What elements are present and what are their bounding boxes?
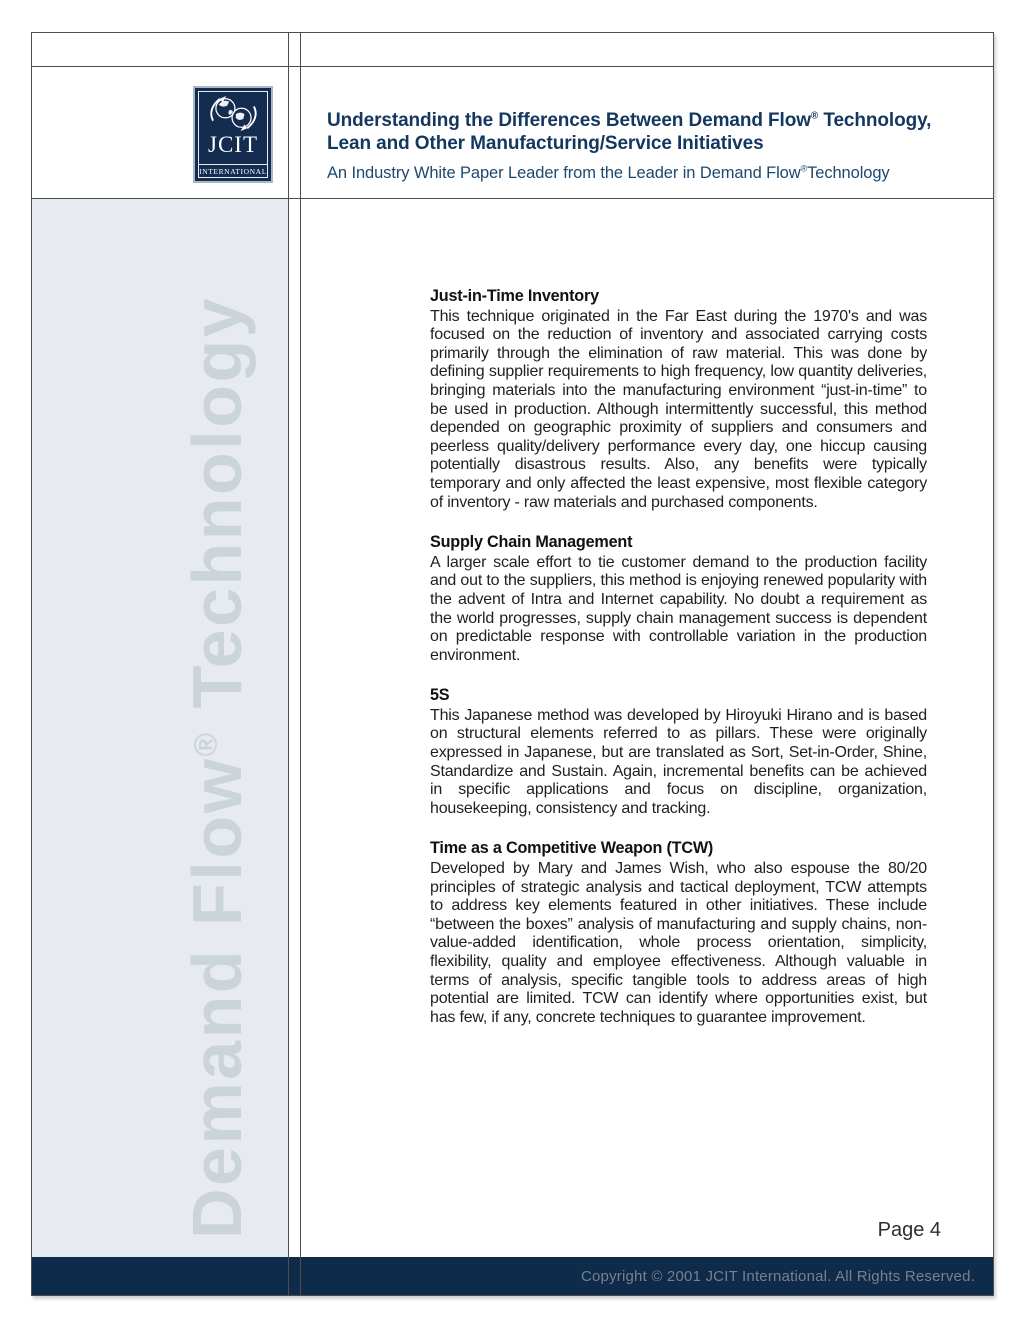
logo-acronym: JCIT [208,132,258,157]
section-just-in-time [430,287,927,512]
section-body: This Japanese method was developed by Hiroyuki Hirano and is based on structural elements referred to as pillars. These were originally expressed in Japanese, but are translated as Sort, Set-in-Order, Shine, Standardize and Sustain. Again, incremental benefits can be achieved in specific applications and focus on discipline, organization, housekeeping, consistency and tracking. [430,706,927,817]
section-tcw [430,839,927,1027]
section-heading: 5S [430,686,450,705]
sidebar-panel [32,199,288,1258]
logo-subtext: INTERNATIONAL [199,164,267,177]
header-divider [32,198,993,199]
subtitle-text: An Industry White Paper Leader from the Leader in Demand Flow [327,164,801,182]
top-strip-divider [32,66,993,67]
section-supply-chain [430,533,927,665]
title-line1-tail: Technology, [818,110,932,131]
section-body: This technique originated in the Far East during the 1970's and was focused on the reduction of inventory and associated carrying costs primarily through the elimination of raw material. This was done by defining supplier requirements to high frequency, low quantity deliveries, bringing materials into the manufacturing environment “just-in-time” to be used in production. Although intermittently successful, this method depended on geographic proximity of suppliers and consumers and peerless quality/delivery performance every day, one hiccup causing potentially disastrous results. Also, any benefits were typically temporary and only affected the least expensive, most flexible category of inventory - raw materials and purchased components. [430,307,927,511]
section-body: A larger scale effort to tie customer demand to the production facility and out to the suppliers, this method is enjoying renewed popularity with the advent of Intra and Internet capability. No doubt a requirement as the world progresses, supply chain management success is dependent on predictable response with controllable variation in the production environment. [430,553,927,664]
page-frame [31,32,994,1296]
subtitle-tail: Technology [807,164,890,182]
watermark-tail: Technology [178,295,256,731]
sidebar-watermark [178,295,256,1239]
document-title [327,110,987,155]
column-divider [288,33,301,1295]
watermark-text: Demand Flow [178,756,256,1239]
registered-mark: ® [810,110,819,122]
section-body: Developed by Mary and James Wish, who also espouse the 80/20 principles of strategic analysis and tactical deployment, TCW attempts to address key elements featured in other initiatives. These include “between the boxes” analysis of manufacturing and supply chains, non-value-added identification, whole process orientation, simplicity, flexibility, quality and employee effectiveness. Although valuable in terms of analysis, specific tangible tools to address areas of high potential are limited. TCW can identify where opportunities exist, but has few, if any, concrete techniques to guarantee improvement. [430,860,927,1026]
registered-mark: ® [800,163,808,174]
title-line1-text: Understanding the Differences Between Demand Flow [327,110,811,131]
section-heading: Supply Chain Management [430,533,633,552]
registered-mark: ® [187,730,224,757]
footer-bar [32,1257,993,1295]
section-heading: Just-in-Time Inventory [430,287,599,305]
document-subtitle [327,163,987,183]
header-title-block [327,110,987,183]
footer-copyright: Copyright © 2001 JCIT International. All Rights Reserved. [580,1267,975,1285]
main-content [430,287,927,1027]
jcit-logo [193,86,273,183]
title-line2-text: Lean and Other Manufacturing/Service Initiatives [327,132,764,154]
jcit-logo-inner [198,91,268,178]
page-number: Page 4 [877,1219,941,1241]
globe-icon [206,95,260,133]
section-heading: Time as a Competitive Weapon (TCW) [430,839,714,858]
section-5s [430,686,927,818]
